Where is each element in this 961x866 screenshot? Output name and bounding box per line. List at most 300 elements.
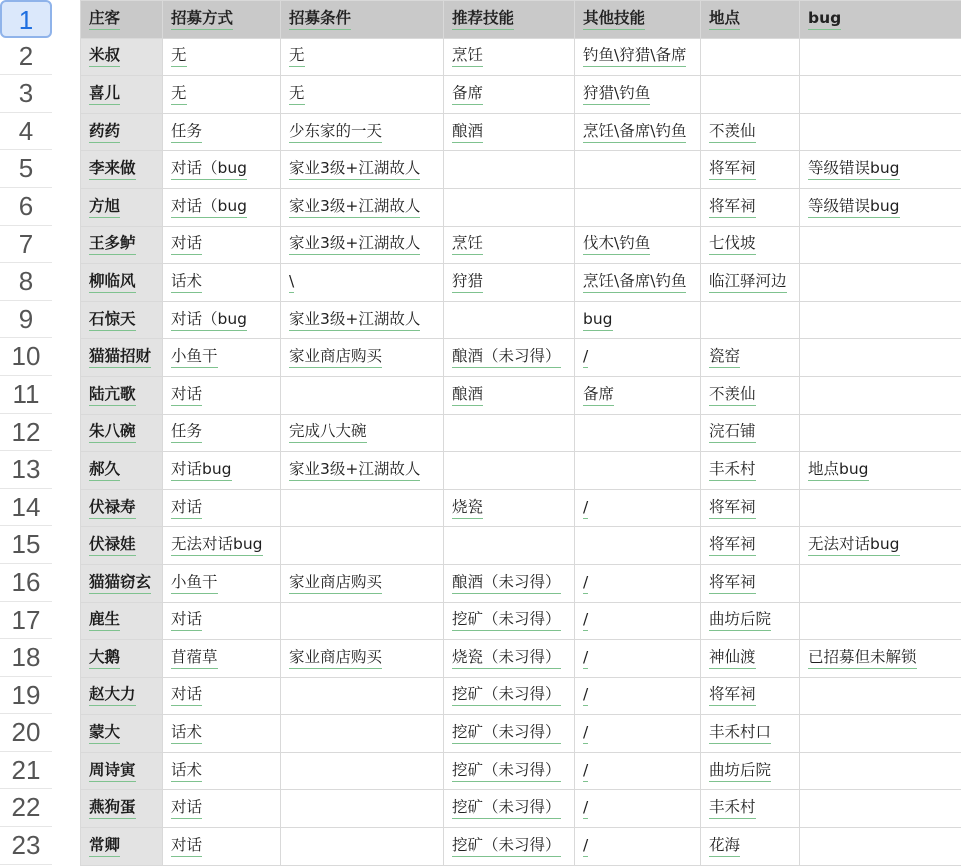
table-cell[interactable] bbox=[281, 414, 444, 452]
cell-text: 烧瓷（未习得） bbox=[452, 648, 561, 669]
table-cell[interactable] bbox=[281, 113, 444, 151]
table-cell[interactable] bbox=[800, 715, 961, 753]
table-row bbox=[81, 527, 961, 565]
table-cell[interactable] bbox=[163, 640, 281, 678]
table-cell[interactable] bbox=[163, 339, 281, 377]
cell-text: 大鹅 bbox=[89, 648, 120, 669]
cell-text: 备席 bbox=[583, 385, 614, 406]
table-cell[interactable] bbox=[575, 715, 701, 753]
cell-text: 酿酒（未习得） bbox=[452, 573, 561, 594]
table-cell[interactable] bbox=[281, 640, 444, 678]
cell-text: 浣石铺 bbox=[709, 422, 756, 443]
table-cell[interactable] bbox=[163, 376, 281, 414]
table-cell[interactable] bbox=[575, 113, 701, 151]
table-cell[interactable] bbox=[281, 564, 444, 602]
table-row bbox=[81, 226, 961, 264]
table-cell[interactable] bbox=[444, 76, 575, 114]
row-number[interactable]: 1 bbox=[0, 0, 52, 38]
name-cell[interactable] bbox=[81, 527, 163, 565]
table-cell[interactable] bbox=[575, 188, 701, 226]
table-cell[interactable] bbox=[281, 527, 444, 565]
cell-text: 将军祠 bbox=[709, 498, 756, 519]
cell-text: 常卿 bbox=[89, 836, 120, 857]
table-cell[interactable] bbox=[163, 452, 281, 490]
row-number[interactable]: 13 bbox=[0, 451, 52, 489]
table-cell[interactable] bbox=[281, 301, 444, 339]
row-number[interactable]: 14 bbox=[0, 489, 52, 527]
cell-text: 猫猫招财 bbox=[89, 347, 151, 368]
table-cell[interactable] bbox=[444, 640, 575, 678]
table-cell[interactable] bbox=[281, 339, 444, 377]
table-cell[interactable] bbox=[163, 301, 281, 339]
cell-text: 小鱼干 bbox=[171, 573, 218, 594]
table-cell[interactable] bbox=[444, 828, 575, 866]
name-cell[interactable] bbox=[81, 301, 163, 339]
table-cell[interactable] bbox=[281, 489, 444, 527]
cell-text: 地点bug bbox=[808, 460, 869, 481]
table-cell[interactable] bbox=[444, 376, 575, 414]
table-cell[interactable] bbox=[701, 602, 800, 640]
cell-text: 对话 bbox=[171, 798, 202, 819]
cell-text: 家业商店购买 bbox=[289, 347, 382, 368]
table-cell[interactable] bbox=[575, 376, 701, 414]
table-cell[interactable] bbox=[444, 339, 575, 377]
table-cell[interactable] bbox=[575, 527, 701, 565]
table-cell[interactable] bbox=[163, 188, 281, 226]
cell-text: 无 bbox=[171, 84, 187, 105]
table-cell[interactable] bbox=[281, 226, 444, 264]
table-cell[interactable] bbox=[701, 752, 800, 790]
table-cell[interactable] bbox=[163, 602, 281, 640]
table-cell[interactable] bbox=[701, 715, 800, 753]
table-cell[interactable] bbox=[444, 602, 575, 640]
table-cell[interactable] bbox=[281, 790, 444, 828]
cell-text: 挖矿（未习得） bbox=[452, 761, 561, 782]
cell-text: 无法对话bug bbox=[171, 535, 263, 556]
table-cell[interactable] bbox=[701, 527, 800, 565]
cell-text: 备席 bbox=[452, 84, 483, 105]
cell-text: 挖矿（未习得） bbox=[452, 610, 561, 631]
table-cell[interactable] bbox=[701, 226, 800, 264]
column-header[interactable] bbox=[81, 1, 163, 39]
table-row bbox=[81, 489, 961, 527]
table-row bbox=[81, 264, 961, 302]
table-cell[interactable] bbox=[163, 828, 281, 866]
table-row bbox=[81, 677, 961, 715]
table-cell[interactable] bbox=[575, 301, 701, 339]
table-cell[interactable] bbox=[800, 640, 961, 678]
column-header[interactable] bbox=[163, 1, 281, 39]
table-row bbox=[81, 640, 961, 678]
cell-text: 花海 bbox=[709, 836, 740, 857]
row-number[interactable]: 17 bbox=[0, 602, 52, 640]
cell-text: 周诗寅 bbox=[89, 761, 136, 782]
cell-text: 陆亢歌 bbox=[89, 385, 136, 406]
row-number[interactable]: 15 bbox=[0, 526, 52, 564]
table-cell[interactable] bbox=[444, 151, 575, 189]
cell-text: 对话 bbox=[171, 685, 202, 706]
cell-text: 烧瓷 bbox=[452, 498, 483, 519]
cell-text: 方旭 bbox=[89, 197, 120, 218]
name-cell[interactable] bbox=[81, 264, 163, 302]
table-cell[interactable] bbox=[281, 151, 444, 189]
table-cell[interactable] bbox=[444, 752, 575, 790]
table-cell[interactable] bbox=[575, 640, 701, 678]
name-cell[interactable] bbox=[81, 339, 163, 377]
cell-text: 朱八碗 bbox=[89, 422, 136, 443]
table-cell[interactable] bbox=[281, 452, 444, 490]
row-number[interactable]: 8 bbox=[0, 263, 52, 301]
table-cell[interactable] bbox=[800, 76, 961, 114]
name-cell[interactable] bbox=[81, 790, 163, 828]
name-cell[interactable] bbox=[81, 452, 163, 490]
cell-text: 苜蓿草 bbox=[171, 648, 218, 669]
table-cell[interactable] bbox=[163, 76, 281, 114]
table-cell[interactable] bbox=[701, 790, 800, 828]
table-cell[interactable] bbox=[575, 264, 701, 302]
table-cell[interactable] bbox=[800, 301, 961, 339]
table-cell[interactable] bbox=[281, 602, 444, 640]
table-cell[interactable] bbox=[163, 414, 281, 452]
table-cell[interactable] bbox=[800, 264, 961, 302]
column-header[interactable] bbox=[575, 1, 701, 39]
table-cell[interactable] bbox=[800, 151, 961, 189]
cell-text: 无法对话bug bbox=[808, 535, 900, 556]
cell-text: 不羡仙 bbox=[709, 385, 756, 406]
cell-text: 伏禄娃 bbox=[89, 535, 136, 556]
table-cell[interactable] bbox=[281, 76, 444, 114]
cell-text: / bbox=[583, 761, 588, 782]
cell-text: 话术 bbox=[171, 723, 202, 744]
cell-text: 曲坊后院 bbox=[709, 761, 771, 782]
name-cell[interactable] bbox=[81, 151, 163, 189]
name-cell[interactable] bbox=[81, 414, 163, 452]
cell-text: 将军祠 bbox=[709, 535, 756, 556]
table-cell[interactable] bbox=[701, 151, 800, 189]
cell-text: 丰禾村口 bbox=[709, 723, 771, 744]
cell-text: 伏禄寿 bbox=[89, 498, 136, 519]
cell-text: 话术 bbox=[171, 272, 202, 293]
cell-text: 王多鲈 bbox=[89, 234, 136, 255]
row-number-gutter bbox=[0, 0, 52, 865]
cell-text: 对话 bbox=[171, 836, 202, 857]
table-cell[interactable] bbox=[800, 602, 961, 640]
table-cell[interactable] bbox=[163, 264, 281, 302]
cell-text: / bbox=[583, 347, 588, 368]
table-cell[interactable] bbox=[701, 301, 800, 339]
cell-text: 将军祠 bbox=[709, 159, 756, 180]
table-cell[interactable] bbox=[701, 188, 800, 226]
cell-text: 丰禾村 bbox=[709, 460, 756, 481]
table-cell[interactable] bbox=[701, 38, 800, 76]
table-cell[interactable] bbox=[800, 752, 961, 790]
row-number[interactable]: 22 bbox=[0, 789, 52, 827]
cell-text: 临江驿河边 bbox=[709, 272, 787, 293]
cell-text: 不羡仙 bbox=[709, 122, 756, 143]
table-cell[interactable] bbox=[163, 677, 281, 715]
name-cell[interactable] bbox=[81, 602, 163, 640]
cell-text: 神仙渡 bbox=[709, 648, 756, 669]
table-cell[interactable] bbox=[444, 38, 575, 76]
column-header[interactable] bbox=[444, 1, 575, 39]
table-row bbox=[81, 828, 961, 866]
row-number[interactable]: 9 bbox=[0, 301, 52, 339]
table-row bbox=[81, 602, 961, 640]
table-cell[interactable] bbox=[575, 489, 701, 527]
cell-text: 烹饪 bbox=[452, 46, 483, 67]
cell-text: 家业3级+江湖故人 bbox=[289, 460, 420, 481]
cell-text: 狩猎\钓鱼 bbox=[583, 84, 650, 105]
table-row bbox=[81, 113, 961, 151]
table-cell[interactable] bbox=[281, 752, 444, 790]
row-number[interactable]: 20 bbox=[0, 714, 52, 752]
row-number[interactable]: 11 bbox=[0, 376, 52, 414]
cell-text: 李来做 bbox=[89, 159, 136, 180]
cell-text: 蒙大 bbox=[89, 723, 120, 744]
cell-text: 烹饪\备席\钓鱼 bbox=[583, 122, 686, 143]
table-cell[interactable] bbox=[281, 188, 444, 226]
cell-text: 酿酒 bbox=[452, 122, 483, 143]
table-cell[interactable] bbox=[163, 564, 281, 602]
cell-text: 酿酒 bbox=[452, 385, 483, 406]
table-cell[interactable] bbox=[701, 76, 800, 114]
table-cell[interactable] bbox=[701, 452, 800, 490]
table-cell[interactable] bbox=[444, 715, 575, 753]
table-row bbox=[81, 715, 961, 753]
name-cell[interactable] bbox=[81, 715, 163, 753]
table-cell[interactable] bbox=[800, 188, 961, 226]
table-cell[interactable] bbox=[444, 489, 575, 527]
table-row bbox=[81, 38, 961, 76]
table-cell[interactable] bbox=[800, 38, 961, 76]
table-cell[interactable] bbox=[701, 677, 800, 715]
cell-text: 对话 bbox=[171, 385, 202, 406]
cell-text: 喜儿 bbox=[89, 84, 120, 105]
table-cell[interactable] bbox=[701, 640, 800, 678]
table-row bbox=[81, 376, 961, 414]
table-cell[interactable] bbox=[701, 339, 800, 377]
table-cell[interactable] bbox=[701, 264, 800, 302]
gutter-spacer bbox=[52, 0, 80, 865]
data-table bbox=[80, 0, 961, 866]
table-cell[interactable] bbox=[163, 752, 281, 790]
table-cell[interactable] bbox=[575, 76, 701, 114]
cell-text: 曲坊后院 bbox=[709, 610, 771, 631]
row-number[interactable]: 19 bbox=[0, 677, 52, 715]
column-header[interactable] bbox=[701, 1, 800, 39]
row-number[interactable]: 5 bbox=[0, 150, 52, 188]
cell-text: 庄客 bbox=[89, 9, 120, 30]
table-cell[interactable] bbox=[163, 527, 281, 565]
cell-text: 任务 bbox=[171, 122, 202, 143]
table-cell[interactable] bbox=[800, 828, 961, 866]
cell-text: 家业商店购买 bbox=[289, 573, 382, 594]
table-cell[interactable] bbox=[800, 489, 961, 527]
name-cell[interactable] bbox=[81, 76, 163, 114]
table-row bbox=[81, 151, 961, 189]
row-number[interactable]: 23 bbox=[0, 827, 52, 865]
table-cell[interactable] bbox=[281, 828, 444, 866]
table-cell[interactable] bbox=[701, 489, 800, 527]
table-cell[interactable] bbox=[444, 677, 575, 715]
cell-text: 推荐技能 bbox=[452, 9, 514, 30]
table-cell[interactable] bbox=[701, 828, 800, 866]
column-header[interactable] bbox=[281, 1, 444, 39]
table-cell[interactable] bbox=[701, 564, 800, 602]
table-cell[interactable] bbox=[800, 226, 961, 264]
table-cell[interactable] bbox=[701, 414, 800, 452]
table-cell[interactable] bbox=[163, 226, 281, 264]
table-cell[interactable] bbox=[575, 790, 701, 828]
cell-text: 柳临风 bbox=[89, 272, 136, 293]
cell-text: 猫猫窃玄 bbox=[89, 573, 151, 594]
cell-text: 对话bug bbox=[171, 460, 232, 481]
cell-text: 对话 bbox=[171, 610, 202, 631]
table-cell[interactable] bbox=[800, 414, 961, 452]
cell-text: 伐木\钓鱼 bbox=[583, 234, 650, 255]
row-number[interactable]: 3 bbox=[0, 75, 52, 113]
column-header[interactable] bbox=[800, 1, 961, 39]
table-cell[interactable] bbox=[701, 113, 800, 151]
cell-text: 丰禾村 bbox=[709, 798, 756, 819]
cell-text: 少东家的一天 bbox=[289, 122, 382, 143]
table-cell[interactable] bbox=[575, 564, 701, 602]
cell-text: 对话（bug bbox=[171, 310, 247, 331]
table-cell[interactable] bbox=[800, 790, 961, 828]
table-cell[interactable] bbox=[800, 376, 961, 414]
table-cell[interactable] bbox=[575, 38, 701, 76]
table-cell[interactable] bbox=[575, 828, 701, 866]
table-cell[interactable] bbox=[575, 151, 701, 189]
cell-text: 招募方式 bbox=[171, 9, 233, 30]
table-cell[interactable] bbox=[444, 226, 575, 264]
cell-text: 狩猎 bbox=[452, 272, 483, 293]
table-cell[interactable] bbox=[163, 38, 281, 76]
cell-text: / bbox=[583, 498, 588, 519]
table-cell[interactable] bbox=[281, 677, 444, 715]
row-number[interactable]: 18 bbox=[0, 639, 52, 677]
row-number[interactable]: 7 bbox=[0, 226, 52, 264]
cell-text: 将军祠 bbox=[709, 573, 756, 594]
table-cell[interactable] bbox=[163, 113, 281, 151]
table-cell[interactable] bbox=[444, 452, 575, 490]
table-cell[interactable] bbox=[800, 527, 961, 565]
cell-text: 家业3级+江湖故人 bbox=[289, 234, 420, 255]
cell-text: 对话（bug bbox=[171, 159, 247, 180]
table-cell[interactable] bbox=[444, 301, 575, 339]
table-cell[interactable] bbox=[800, 677, 961, 715]
table-row bbox=[81, 414, 961, 452]
table-cell[interactable] bbox=[281, 376, 444, 414]
cell-text: 挖矿（未习得） bbox=[452, 836, 561, 857]
name-cell[interactable] bbox=[81, 640, 163, 678]
cell-text: 招募条件 bbox=[289, 9, 351, 30]
cell-text: 对话（bug bbox=[171, 197, 247, 218]
row-number[interactable]: 16 bbox=[0, 564, 52, 602]
cell-text: / bbox=[583, 648, 588, 669]
table-cell[interactable] bbox=[444, 527, 575, 565]
cell-text: 药药 bbox=[89, 122, 120, 143]
table-cell[interactable] bbox=[163, 151, 281, 189]
table-row bbox=[81, 188, 961, 226]
table-cell[interactable] bbox=[800, 339, 961, 377]
header-row bbox=[81, 1, 961, 39]
table-cell[interactable] bbox=[444, 188, 575, 226]
table-cell[interactable] bbox=[575, 602, 701, 640]
table-cell[interactable] bbox=[444, 564, 575, 602]
name-cell[interactable] bbox=[81, 489, 163, 527]
table-cell[interactable] bbox=[575, 414, 701, 452]
table-cell[interactable] bbox=[701, 376, 800, 414]
row-number[interactable]: 10 bbox=[0, 338, 52, 376]
cell-text: 酿酒（未习得） bbox=[452, 347, 561, 368]
table-cell[interactable] bbox=[281, 264, 444, 302]
table-row bbox=[81, 790, 961, 828]
table-cell[interactable] bbox=[575, 339, 701, 377]
table-cell[interactable] bbox=[281, 38, 444, 76]
cell-text: bug bbox=[583, 310, 613, 331]
name-cell[interactable] bbox=[81, 38, 163, 76]
name-cell[interactable] bbox=[81, 226, 163, 264]
row-number[interactable]: 4 bbox=[0, 113, 52, 151]
cell-text: / bbox=[583, 836, 588, 857]
row-number[interactable]: 12 bbox=[0, 414, 52, 452]
table-cell[interactable] bbox=[444, 113, 575, 151]
table-cell[interactable] bbox=[575, 452, 701, 490]
table-cell[interactable] bbox=[575, 226, 701, 264]
table-row bbox=[81, 564, 961, 602]
cell-text: 家业3级+江湖故人 bbox=[289, 197, 420, 218]
row-number[interactable]: 21 bbox=[0, 752, 52, 790]
table-cell[interactable] bbox=[800, 113, 961, 151]
name-cell[interactable] bbox=[81, 677, 163, 715]
cell-text: 家业3级+江湖故人 bbox=[289, 159, 420, 180]
table-cell[interactable] bbox=[800, 452, 961, 490]
cell-text: 话术 bbox=[171, 761, 202, 782]
row-number[interactable]: 2 bbox=[0, 38, 52, 76]
cell-text: 米叔 bbox=[89, 46, 120, 67]
cell-text: 地点 bbox=[709, 9, 740, 30]
table-cell[interactable] bbox=[163, 489, 281, 527]
table-cell[interactable] bbox=[444, 790, 575, 828]
cell-text: 对话 bbox=[171, 234, 202, 255]
cell-text: 已招募但未解锁 bbox=[808, 648, 917, 669]
name-cell[interactable] bbox=[81, 752, 163, 790]
cell-text: 挖矿（未习得） bbox=[452, 685, 561, 706]
name-cell[interactable] bbox=[81, 188, 163, 226]
cell-text: 家业3级+江湖故人 bbox=[289, 310, 420, 331]
table-cell[interactable] bbox=[800, 564, 961, 602]
table-cell[interactable] bbox=[444, 264, 575, 302]
table-cell[interactable] bbox=[444, 414, 575, 452]
name-cell[interactable] bbox=[81, 376, 163, 414]
cell-text: 七伐坡 bbox=[709, 234, 756, 255]
table-row bbox=[81, 301, 961, 339]
cell-text: 钓鱼\狩猎\备席 bbox=[583, 46, 686, 67]
table-cell[interactable] bbox=[281, 715, 444, 753]
table-cell[interactable] bbox=[163, 715, 281, 753]
table-row bbox=[81, 76, 961, 114]
name-cell[interactable] bbox=[81, 564, 163, 602]
cell-text: 鹿生 bbox=[89, 610, 120, 631]
table-cell[interactable] bbox=[163, 790, 281, 828]
name-cell[interactable] bbox=[81, 113, 163, 151]
table-cell[interactable] bbox=[575, 677, 701, 715]
table-cell[interactable] bbox=[575, 752, 701, 790]
row-number[interactable]: 6 bbox=[0, 188, 52, 226]
table-row bbox=[81, 452, 961, 490]
name-cell[interactable] bbox=[81, 828, 163, 866]
